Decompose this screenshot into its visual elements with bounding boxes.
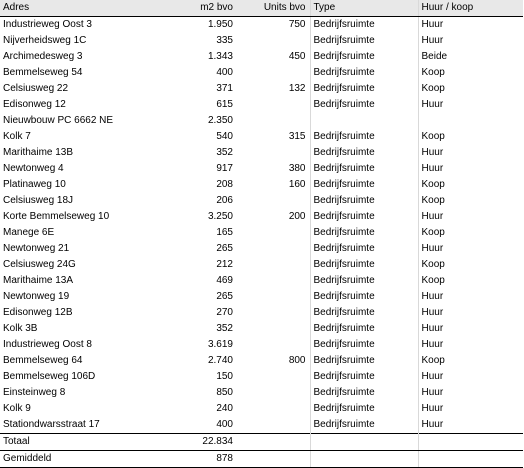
table-row — [0, 385, 523, 401]
cell-adres: Stationdwarsstraat 17 — [3, 419, 100, 430]
average-label: Gemiddeld — [0, 451, 192, 468]
header-huur-koop: Huur / koop — [418, 0, 523, 17]
table-row — [0, 353, 523, 369]
cell-units-bvo: 750 — [288, 19, 306, 30]
cell-huur-koop: Koop — [418, 225, 523, 241]
cell-adres: Marithaime 13B — [3, 147, 74, 158]
cell-type: Bedrijfsruimte — [310, 257, 418, 273]
cell-adres: Newtonweg 4 — [3, 163, 64, 174]
cell-units-bvo — [237, 417, 310, 434]
cell-huur-koop: Koop — [418, 273, 523, 289]
header-row — [0, 0, 523, 17]
cell-m2-bvo: 850 — [216, 387, 233, 398]
cell-type: Bedrijfsruimte — [310, 289, 418, 305]
table-row — [0, 305, 523, 321]
cell-adres: Kolk 7 — [3, 131, 31, 142]
cell-huur-koop: Huur — [418, 145, 523, 161]
cell-units-bvo — [237, 305, 310, 321]
cell-huur-koop: Huur — [418, 209, 523, 225]
cell-type: Bedrijfsruimte — [310, 129, 418, 145]
cell-type: Bedrijfsruimte — [310, 321, 418, 337]
table-row — [0, 209, 523, 225]
cell-units-bvo — [237, 65, 310, 81]
cell-huur-koop: Huur — [418, 33, 523, 49]
table-row — [0, 33, 523, 49]
cell-m2-bvo: 2.350 — [207, 115, 233, 126]
table-row — [0, 161, 523, 177]
cell-type: Bedrijfsruimte — [310, 193, 418, 209]
cell-type: Bedrijfsruimte — [310, 161, 418, 177]
cell-huur-koop: Koop — [418, 257, 523, 273]
cell-m2-bvo: 335 — [216, 35, 233, 46]
cell-huur-koop: Huur — [418, 337, 523, 353]
table-row — [0, 337, 523, 353]
cell-adres: Bemmelseweg 106D — [3, 371, 96, 382]
average-m2-value: 878 — [192, 451, 237, 468]
table-row — [0, 401, 523, 417]
cell-type: Bedrijfsruimte — [310, 337, 418, 353]
cell-m2-bvo: 400 — [216, 67, 233, 78]
table-row — [0, 65, 523, 81]
table-row — [0, 417, 523, 434]
cell-huur-koop: Huur — [418, 97, 523, 113]
cell-type: Bedrijfsruimte — [310, 417, 418, 434]
cell-adres: Korte Bemmelseweg 10 — [3, 211, 110, 222]
cell-huur-koop: Huur — [418, 401, 523, 417]
cell-type: Bedrijfsruimte — [310, 81, 418, 97]
cell-huur-koop: Huur — [418, 289, 523, 305]
cell-units-bvo — [237, 401, 310, 417]
table-row — [0, 97, 523, 113]
cell-adres: Kolk 3B — [3, 323, 38, 334]
cell-huur-koop: Huur — [418, 161, 523, 177]
cell-units-bvo — [237, 385, 310, 401]
total-row — [0, 434, 523, 451]
cell-units-bvo — [237, 273, 310, 289]
cell-type: Bedrijfsruimte — [310, 145, 418, 161]
cell-units-bvo — [237, 193, 310, 209]
cell-units-bvo — [237, 337, 310, 353]
header-units-bvo: Units bvo — [237, 0, 310, 17]
cell-adres: Celsiusweg 24G — [3, 259, 76, 270]
cell-units-bvo — [237, 289, 310, 305]
table-row — [0, 49, 523, 65]
cell-units-bvo — [237, 241, 310, 257]
cell-m2-bvo: 615 — [216, 99, 233, 110]
cell-adres: Manege 6E — [3, 227, 55, 238]
cell-units-bvo — [237, 97, 310, 113]
cell-type: Bedrijfsruimte — [310, 225, 418, 241]
cell-units-bvo: 315 — [288, 131, 306, 142]
cell-m2-bvo: 150 — [216, 371, 233, 382]
cell-type: Bedrijfsruimte — [310, 353, 418, 369]
cell-m2-bvo: 265 — [216, 291, 233, 302]
cell-adres: Einsteinweg 8 — [3, 387, 66, 398]
cell-type — [310, 113, 418, 129]
cell-huur-koop: Huur — [418, 385, 523, 401]
cell-type: Bedrijfsruimte — [310, 369, 418, 385]
cell-units-bvo: 160 — [288, 179, 306, 190]
cell-units-bvo — [237, 145, 310, 161]
cell-units-bvo: 380 — [288, 163, 306, 174]
cell-m2-bvo: 270 — [216, 307, 233, 318]
cell-adres: Industrieweg Oost 3 — [3, 19, 92, 30]
cell-units-bvo — [237, 225, 310, 241]
cell-huur-koop: Huur — [418, 321, 523, 337]
cell-m2-bvo: 165 — [216, 227, 233, 238]
cell-units-bvo: 800 — [288, 355, 306, 366]
cell-units-bvo — [237, 257, 310, 273]
cell-units-bvo — [237, 321, 310, 337]
total-m2-value: 22.834 — [192, 434, 237, 451]
total-label: Totaal — [0, 434, 192, 451]
cell-huur-koop: Koop — [418, 193, 523, 209]
header-m2-bvo: m2 bvo — [192, 0, 237, 17]
total-type-cell — [310, 434, 418, 451]
cell-type: Bedrijfsruimte — [310, 241, 418, 257]
cell-type: Bedrijfsruimte — [310, 401, 418, 417]
cell-m2-bvo: 352 — [216, 147, 233, 158]
cell-huur-koop: Koop — [418, 81, 523, 97]
cell-m2-bvo: 540 — [216, 131, 233, 142]
cell-adres: Edisonweg 12B — [3, 307, 73, 318]
cell-type: Bedrijfsruimte — [310, 385, 418, 401]
cell-huur-koop: Huur — [418, 241, 523, 257]
table-row — [0, 289, 523, 305]
header-adres: Adres — [0, 0, 192, 17]
cell-type: Bedrijfsruimte — [310, 209, 418, 225]
cell-m2-bvo: 371 — [216, 83, 233, 94]
cell-type: Bedrijfsruimte — [310, 177, 418, 193]
table-row — [0, 193, 523, 209]
cell-m2-bvo: 1.950 — [207, 19, 233, 30]
cell-adres: Nieuwbouw PC 6662 NE — [3, 115, 114, 126]
table-row — [0, 369, 523, 385]
cell-huur-koop: Koop — [418, 353, 523, 369]
table-body — [0, 17, 523, 434]
table-row — [0, 177, 523, 193]
cell-adres: Industrieweg Oost 8 — [3, 339, 92, 350]
cell-units-bvo — [237, 33, 310, 49]
cell-adres: Edisonweg 12 — [3, 99, 66, 110]
table-row — [0, 17, 523, 34]
cell-type: Bedrijfsruimte — [310, 97, 418, 113]
table-row — [0, 225, 523, 241]
cell-units-bvo — [237, 113, 310, 129]
total-units-cell — [237, 434, 310, 451]
cell-adres: Bemmelseweg 64 — [3, 355, 83, 366]
cell-huur-koop: Beide — [418, 49, 523, 65]
cell-adres: Archimedesweg 3 — [3, 51, 83, 62]
cell-huur-koop: Huur — [418, 305, 523, 321]
cell-units-bvo: 132 — [288, 83, 306, 94]
cell-huur-koop — [418, 113, 523, 129]
cell-m2-bvo: 400 — [216, 419, 233, 430]
cell-huur-koop: Koop — [418, 129, 523, 145]
cell-adres: Celsiusweg 18J — [3, 195, 74, 206]
cell-type: Bedrijfsruimte — [310, 49, 418, 65]
cell-type: Bedrijfsruimte — [310, 273, 418, 289]
table-row — [0, 145, 523, 161]
cell-type: Bedrijfsruimte — [310, 17, 418, 34]
cell-adres: Kolk 9 — [3, 403, 31, 414]
cell-m2-bvo: 212 — [216, 259, 233, 270]
table-row — [0, 129, 523, 145]
cell-huur-koop: Huur — [418, 369, 523, 385]
table-row — [0, 241, 523, 257]
cell-adres: Newtonweg 21 — [3, 243, 70, 254]
cell-m2-bvo: 469 — [216, 275, 233, 286]
cell-adres: Newtonweg 19 — [3, 291, 70, 302]
table-row — [0, 113, 523, 129]
cell-type: Bedrijfsruimte — [310, 33, 418, 49]
cell-units-bvo: 450 — [288, 51, 306, 62]
table-row — [0, 257, 523, 273]
cell-adres: Celsiusweg 22 — [3, 83, 69, 94]
table-row — [0, 273, 523, 289]
table-row — [0, 321, 523, 337]
cell-huur-koop: Koop — [418, 65, 523, 81]
cell-huur-koop: Koop — [418, 177, 523, 193]
cell-m2-bvo: 206 — [216, 195, 233, 206]
cell-m2-bvo: 352 — [216, 323, 233, 334]
header-type: Type — [310, 0, 418, 17]
cell-huur-koop: Huur — [418, 417, 523, 434]
cell-m2-bvo: 1.343 — [207, 51, 233, 62]
cell-type: Bedrijfsruimte — [310, 305, 418, 321]
cell-units-bvo: 200 — [288, 211, 306, 222]
cell-m2-bvo: 2.740 — [207, 355, 233, 366]
cell-units-bvo — [237, 369, 310, 385]
table-row — [0, 81, 523, 97]
cell-m2-bvo: 208 — [216, 179, 233, 190]
cell-adres: Bemmelseweg 54 — [3, 67, 83, 78]
cell-adres: Marithaime 13A — [3, 275, 74, 286]
cell-m2-bvo: 3.619 — [207, 339, 233, 350]
cell-adres: Nijverheidsweg 1C — [3, 35, 87, 46]
cell-type: Bedrijfsruimte — [310, 65, 418, 81]
total-huur-cell — [418, 434, 523, 451]
cell-huur-koop: Huur — [418, 17, 523, 34]
cell-m2-bvo: 265 — [216, 243, 233, 254]
cell-m2-bvo: 3.250 — [207, 211, 233, 222]
cell-m2-bvo: 240 — [216, 403, 233, 414]
cell-m2-bvo: 917 — [216, 163, 233, 174]
cell-adres: Platinaweg 10 — [3, 179, 66, 190]
